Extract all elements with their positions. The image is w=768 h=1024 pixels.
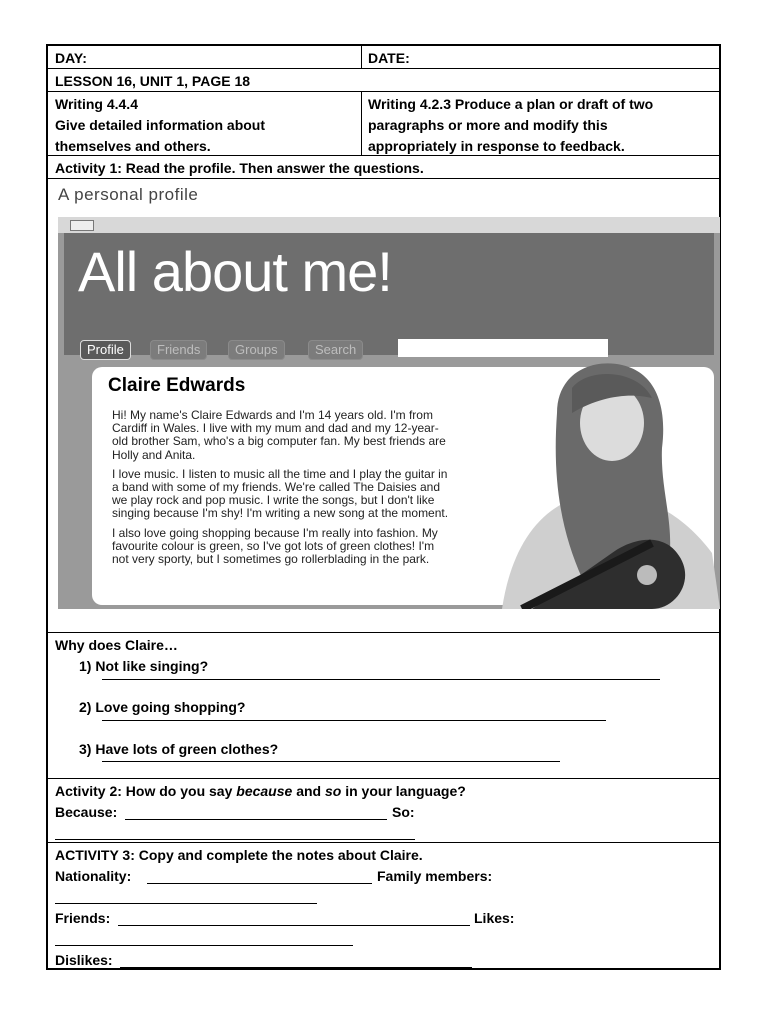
standards-row	[48, 92, 719, 156]
activity3-instruction: ACTIVITY 3: Copy and complete the notes about Claire.	[55, 847, 423, 863]
site-header	[64, 233, 714, 355]
answer-1-line[interactable]	[102, 679, 660, 680]
day-date-row	[48, 46, 719, 69]
standard-left: Writing 4.4.4 Give detailed information about themselves and others.	[55, 96, 266, 154]
profile-paragraph-1: Hi! My name's Claire Edwards and I'm 14 years old. I'm from Cardiff in Wales. I live with my mum and dad and my 12-year-old brother Sam, who's a big computer fan. My best friends are Holly and Anita.	[112, 408, 446, 462]
friends-line[interactable]	[118, 925, 470, 926]
word-because: because	[236, 783, 293, 799]
so-label: So:	[392, 804, 415, 820]
word-so: so	[324, 783, 342, 799]
likes-line[interactable]	[55, 945, 353, 946]
family-label: Family members:	[377, 868, 493, 884]
dislikes-line[interactable]	[120, 967, 472, 968]
question-3: 3) Have lots of green clothes?	[79, 741, 279, 757]
profile-screenshot	[58, 217, 720, 609]
date-label: DATE:	[368, 50, 410, 66]
nationality-line[interactable]	[147, 883, 372, 884]
questions-row	[48, 633, 719, 779]
lesson-title: LESSON 16, UNIT 1, PAGE 18	[55, 73, 251, 89]
friends-label: Friends:	[55, 910, 111, 926]
day-label: DAY:	[55, 50, 87, 66]
profile-paragraph-3: I also love going shopping because I'm really into fashion. My favourite colour is green, so I've got lots of green clothes! I'm not very sporty, but I sometimes go rollerblading in the park.	[112, 525, 438, 567]
tab-friends: Friends	[150, 340, 207, 360]
tab-groups: Groups	[228, 340, 285, 360]
activity1-row	[48, 156, 719, 179]
question-2: 2) Love going shopping?	[79, 699, 246, 715]
profile-paragraph-2: I love music. I listen to music all the time and I play the guitar in a band with some of my friends. We're called The Daisies and we play rock and pop music. I write the songs, but I don't like singing because I'm shy! I'm writing a new song at the moment.	[112, 466, 449, 521]
window-button-icon	[70, 220, 94, 231]
answer-2-line[interactable]	[102, 720, 606, 721]
activity3-row	[48, 843, 719, 970]
profile-text	[112, 409, 452, 572]
because-label: Because:	[55, 804, 118, 820]
because-line[interactable]	[125, 819, 387, 820]
activity2-instruction: Activity 2: How do you say because and so in your language?	[55, 783, 466, 799]
lesson-row	[48, 69, 719, 92]
activity2-row	[48, 779, 719, 843]
girl-with-guitar-photo	[462, 353, 720, 609]
question-1: 1) Not like singing?	[79, 658, 209, 674]
so-line[interactable]	[55, 839, 415, 840]
profile-name: Claire Edwards	[108, 375, 246, 396]
nationality-label: Nationality:	[55, 868, 132, 884]
profile-picture-row	[48, 179, 719, 633]
family-line[interactable]	[55, 903, 317, 904]
likes-label: Likes:	[474, 910, 515, 926]
tab-search: Search	[308, 340, 363, 360]
worksheet	[46, 44, 721, 970]
site-title: All about me!	[78, 240, 392, 303]
tab-profile: Profile	[80, 340, 131, 360]
questions-intro: Why does Claire…	[55, 637, 178, 653]
activity1-instruction: Activity 1: Read the profile. Then answer the questions.	[55, 160, 424, 176]
window-bar	[58, 217, 720, 233]
picture-title: A personal profile	[58, 185, 199, 204]
answer-3-line[interactable]	[102, 761, 560, 762]
standard-right: Writing 4.2.3 Produce a plan or draft of two paragraphs or more and modify this appropriately in response to feedback.	[368, 96, 654, 154]
dislikes-label: Dislikes:	[55, 952, 113, 968]
